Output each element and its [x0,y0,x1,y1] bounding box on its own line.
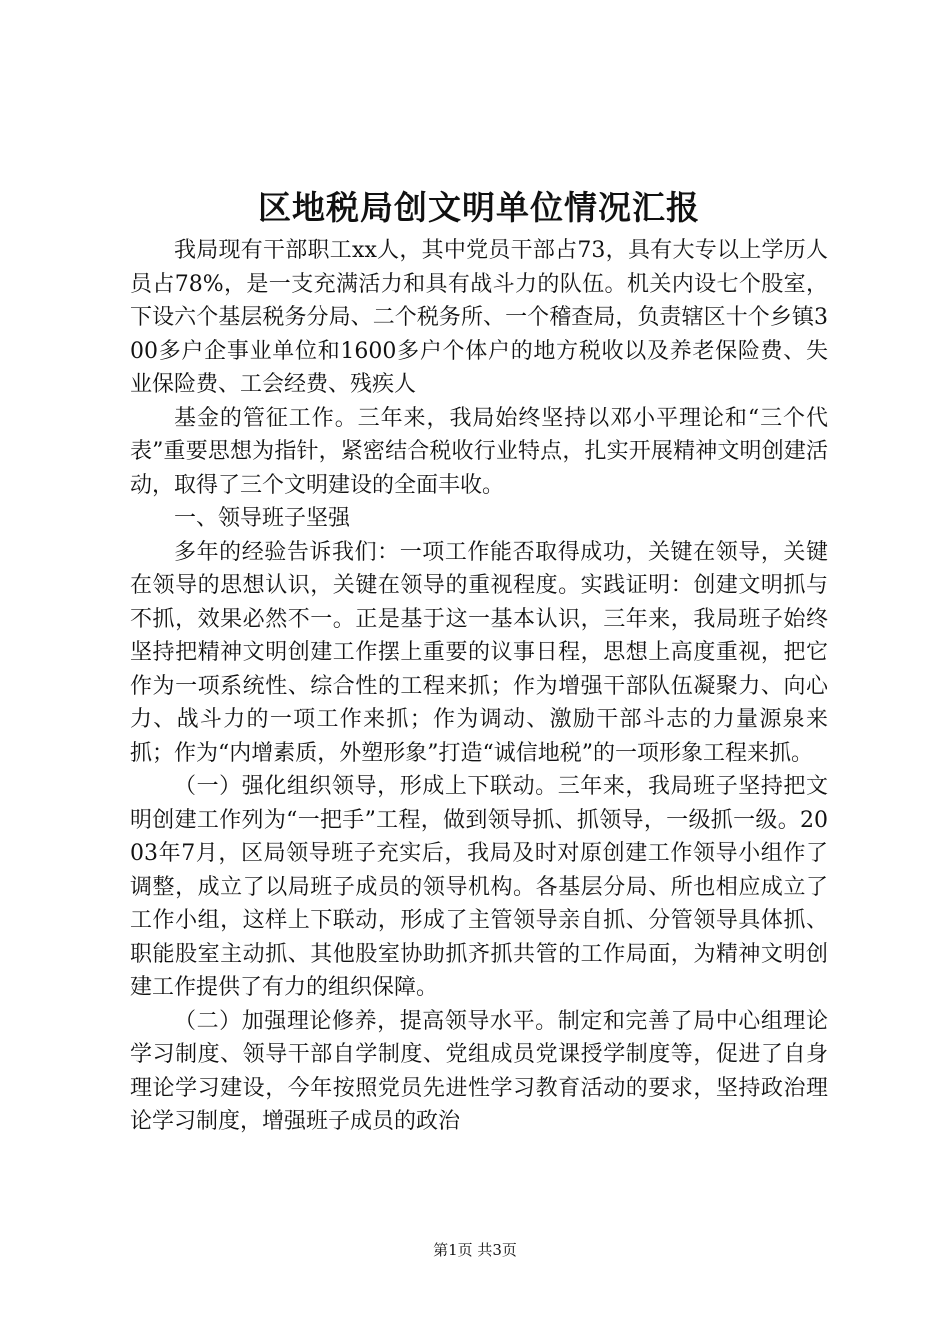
section-heading-leadership: 一、领导班子坚强 [174,506,351,531]
page-footer: 第1页 共3页 [433,1241,517,1259]
paragraph-overview: 基金的管征工作。三年来，我局始终坚持以邓小平理论和“三个代表”重要思想为指针，紧密结合税收行业特点，扎实开展精神文明创建活动，取得了三个文明建设的全面丰收。 [130,405,828,498]
paragraph-organization: （一）强化组织领导，形成上下联动。三年来，我局班子坚持把文明创建工作列为“一把手”工程，做到领导抓、抓领导，一级抓一级。2003年7月，区局领导班子充实后，我局及时对原创建工作领导小组作了调整，成立了以局班子成员的领导机构。各基层分局、所也相应成立了工作小组，这样上下联动，形成了主管领导亲自抓、分管领导具体抓、职能股室主动抓、其他股室协助抓齐抓共管的工作局面，为精神文明创建工作提供了有力的组织保障。 [130,774,828,1000]
document-title: 区地税局创文明单位情况汇报 [258,188,700,227]
document-page [130,186,828,1139]
paragraph-experience: 多年的经验告诉我们：一项工作能否取得成功，关键在领导，关键在领导的思想认识，关键在领导的重视程度。实践证明：创建文明抓与不抓，效果必然不一。正是基于这一基本认识，三年来，我局班子始终坚持把精神文明创建工作摆上重要的议事日程，思想上高度重视，把它作为一项系统性、综合性的工程来抓；作为增强干部队伍凝聚力、向心力、战斗力的一项工作来抓；作为调动、激励干部斗志的力量源泉来抓；作为“内增素质，外塑形象”打造“诚信地税”的一项形象工程来抓。 [130,539,828,766]
paragraph-intro: 我局现有干部职工xx人，其中党员干部占73，具有大专以上学历人员占78%，是一支充满活力和具有战斗力的队伍。机关内设七个股室，下设六个基层税务分局、二个税务所、一个稽查局，负责辖区十个乡镇300多户企事业单位和1600多户个体户的地方税收以及养老保险费、失业保险费、工会经费、残疾人 [130,238,828,397]
paragraph-theory: （二）加强理论修养，提高领导水平。制定和完善了局中心组理论学习制度、领导干部自学制度、党组成员党课授学制度等，促进了自身理论学习建设，今年按照党员先进性学习教育活动的要求，坚持政治理论学习制度，增强班子成员的政治 [130,1008,828,1134]
